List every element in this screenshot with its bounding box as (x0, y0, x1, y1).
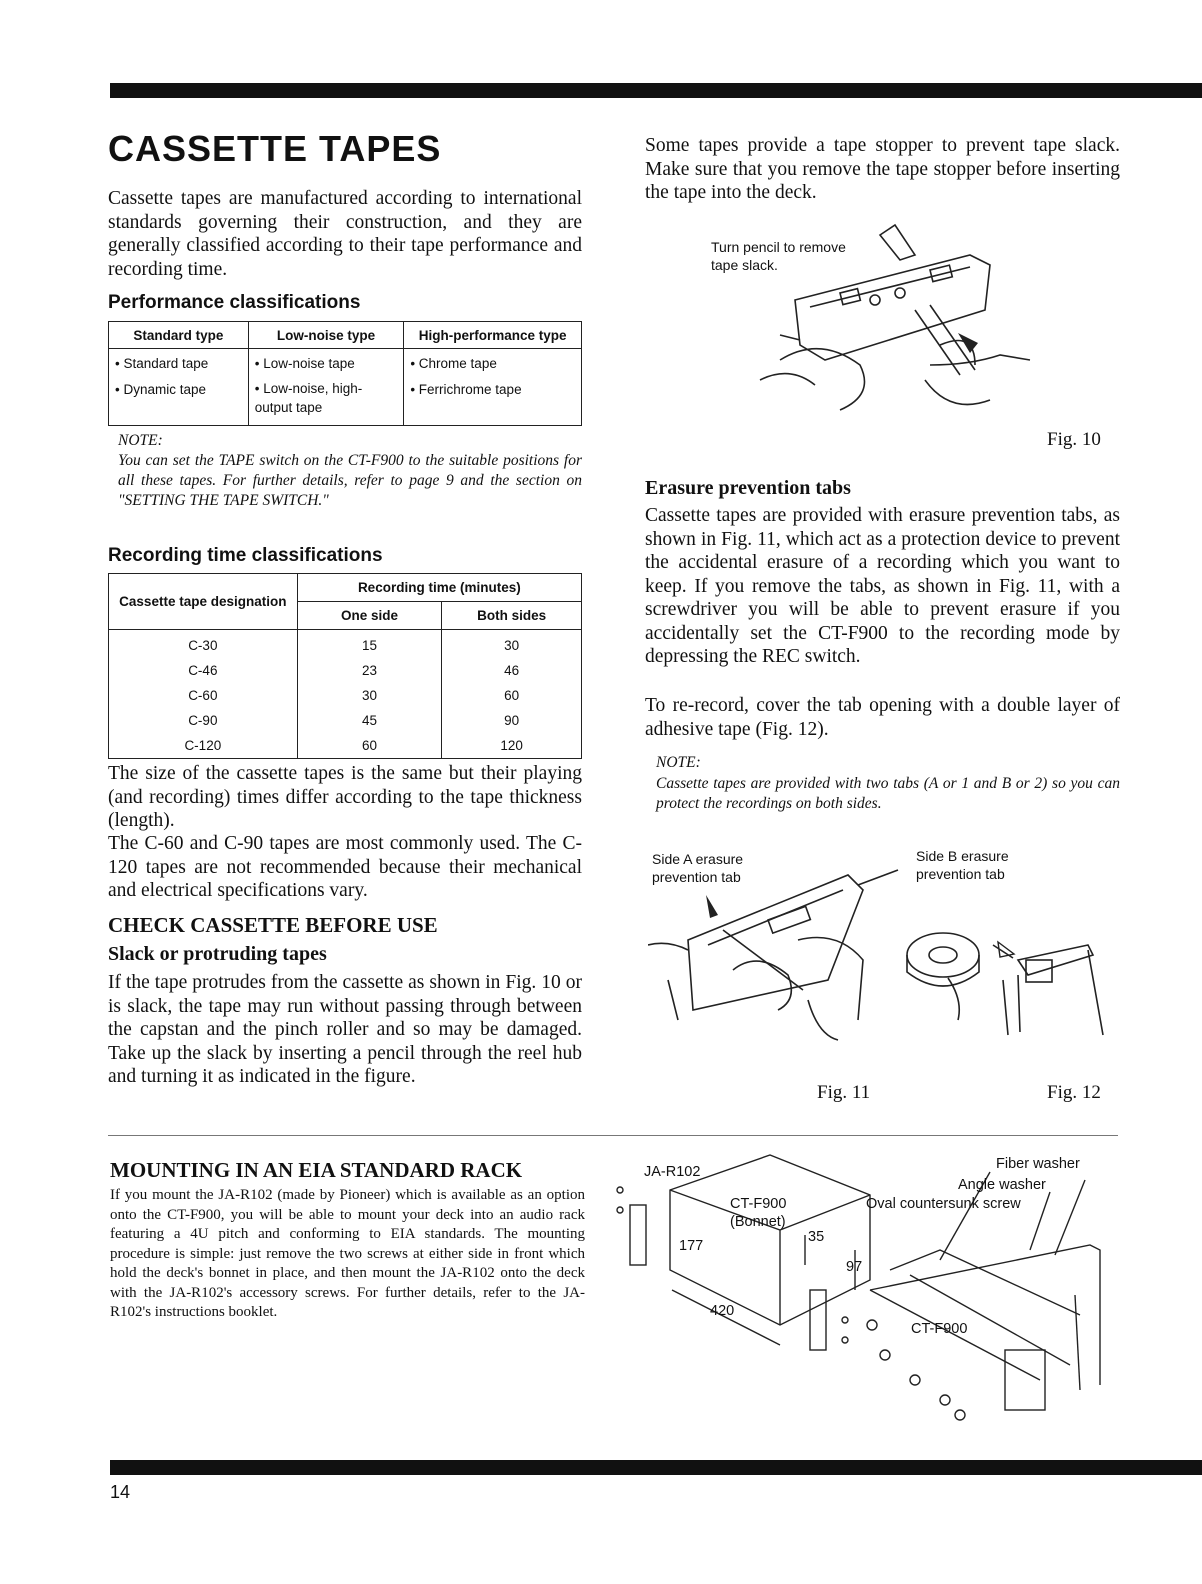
table-row (109, 349, 582, 378)
table-cell: C-60 (109, 683, 298, 708)
table-cell: C-120 (109, 733, 298, 759)
table-cell: 23 (297, 658, 442, 683)
side-a-caption: Side A erasure prevention tab (652, 851, 744, 885)
table-row (109, 630, 582, 659)
top-rule-bar (110, 83, 1202, 98)
perf-header-high-performance: High-performance type (404, 322, 582, 349)
label-angle-washer: Angle washer (958, 1177, 1046, 1193)
table-cell: 60 (442, 683, 582, 708)
table-cell: 30 (297, 683, 442, 708)
section-divider (108, 1135, 1118, 1136)
mounting-paragraph: If you mount the JA-R102 (made by Pioneer) which is available as an option onto the CT-F900, you will be able to mount your deck into an audio rack featuring a 4U pitch and conforming to EIA standards. The mounting procedure is simple: just remove the two screws at either side in front which hold the deck's bonnet in place, and then mount the JA-R102 onto the deck with the JA-R102's accessory screws. For further details, refer to the JA-R102's instructions booklet. (110, 1187, 585, 1320)
label-ja-r102: JA-R102 (644, 1164, 701, 1180)
rack-mounting-diagram (610, 1150, 1110, 1450)
table-cell: • Dynamic tape (109, 377, 249, 426)
table-cell: • Low-noise, high-output tape (248, 377, 404, 426)
check-cassette-heading: CHECK CASSETTE BEFORE USE (108, 913, 438, 937)
fig12-label: Fig. 12 (1047, 1082, 1101, 1103)
performance-heading: Performance classifications (108, 292, 361, 313)
table-cell: • Standard tape (109, 349, 249, 378)
side-b-caption: Side B erasure prevention tab (916, 848, 1009, 882)
table-cell: • Low-noise tape (248, 349, 404, 378)
note2-text: Cassette tapes are provided with two tabs (A or 1 and B or 2) so you can protect the recordings on both sides. (656, 775, 1120, 812)
label-dim-420: 420 (710, 1303, 735, 1319)
rerecord-paragraph: To re-record, cover the tab opening with a double layer of adhesive tape (Fig. 12). (645, 695, 1120, 740)
tape-size-paragraph: The size of the cassette tapes is the same but their playing (and recording) times differ according to the tape thickness (length). (108, 763, 582, 831)
note1-label: NOTE: (118, 432, 163, 449)
table-row (109, 683, 582, 708)
label-dim-177: 177 (679, 1238, 704, 1254)
fig11-label: Fig. 11 (817, 1082, 871, 1103)
table-cell: C-90 (109, 708, 298, 733)
table-cell: 15 (297, 630, 442, 659)
recording-time-table (108, 573, 582, 759)
table-row (109, 733, 582, 759)
bottom-rule-bar (110, 1460, 1202, 1475)
table-cell: • Ferrichrome tape (404, 377, 582, 426)
rack-mount-drawing (610, 1150, 1110, 1450)
table-row (109, 377, 582, 426)
fig10-label: Fig. 10 (1047, 429, 1101, 450)
table-cell: • Chrome tape (404, 349, 582, 378)
label-ct-f900-bonnet: CT-F900 (Bonnet) (730, 1196, 787, 1230)
slack-paragraph: If the tape protrudes from the cassette as shown in Fig. 10 or is slack, the tape may run without passing through between the capstan and the pinch roller and so may be damaged. Take up the slack by inserting a pencil through the reel hub and turning it as indicated in the figure. (108, 972, 582, 1087)
slack-heading: Slack or protruding tapes (108, 943, 327, 965)
fig11-fig12-illustration (648, 860, 1118, 1075)
note1-text: You can set the TAPE switch on the CT-F900 to the suitable positions for all these tapes. For further details, refer to page 9 and the section on "SETTING THE TAPE SWITCH." (118, 452, 582, 509)
fig10-caption: Turn pencil to remove tape slack. (711, 239, 846, 273)
label-dim-97: 97 (846, 1259, 863, 1275)
common-tapes-paragraph: The C-60 and C-90 tapes are most commonly used. The C-120 tapes are not recommended because their mechanical and electrical specifications vary. (108, 833, 582, 901)
rec-header-both-sides: Both sides (442, 602, 582, 630)
mounting-heading: MOUNTING IN AN EIA STANDARD RACK (110, 1158, 523, 1182)
rec-header-recording-time: Recording time (minutes) (297, 574, 581, 602)
recording-heading: Recording time classifications (108, 545, 383, 566)
erasure-paragraph: Cassette tapes are provided with erasure prevention tabs, as shown in Fig. 11, which act as a protection device to prevent the accidental erasure of a recording which you want to keep. If you remove the tabs, as shown in Fig. 11, with a screwdriver you will be able to prevent erasure if you accidentally set the CT-F900 to the recording mode by depressing the REC switch. (645, 505, 1120, 667)
perf-header-low-noise: Low-noise type (248, 322, 404, 349)
label-dim-35: 35 (808, 1229, 825, 1245)
erasure-tab-drawing (648, 860, 1118, 1075)
page-title: CASSETTE TAPES (108, 128, 442, 169)
table-cell: 30 (442, 630, 582, 659)
table-cell: 46 (442, 658, 582, 683)
perf-header-standard: Standard type (109, 322, 249, 349)
label-ct-f900: CT-F900 (911, 1321, 968, 1337)
rec-header-designation: Cassette tape designation (109, 574, 298, 630)
note2-label: NOTE: (656, 754, 701, 771)
rec-header-one-side: One side (297, 602, 442, 630)
table-cell: C-30 (109, 630, 298, 659)
performance-table (108, 321, 582, 426)
table-cell: 45 (297, 708, 442, 733)
table-row (109, 658, 582, 683)
label-oval-countersunk-screw: Oval countersunk screw (866, 1196, 1021, 1212)
table-row (109, 708, 582, 733)
table-cell: C-46 (109, 658, 298, 683)
table-cell: 120 (442, 733, 582, 759)
table-cell: 60 (297, 733, 442, 759)
table-cell: 90 (442, 708, 582, 733)
intro-paragraph: Cassette tapes are manufactured according to international standards governing their construction, and they are generally classified according to their tape performance and recording time. (108, 188, 582, 280)
erasure-heading: Erasure prevention tabs (645, 477, 851, 499)
page-number: 14 (110, 1482, 131, 1502)
label-fiber-washer: Fiber washer (996, 1156, 1080, 1172)
tape-stopper-paragraph: Some tapes provide a tape stopper to prevent tape slack. Make sure that you remove the tape stopper before inserting the tape into the deck. (645, 135, 1120, 203)
